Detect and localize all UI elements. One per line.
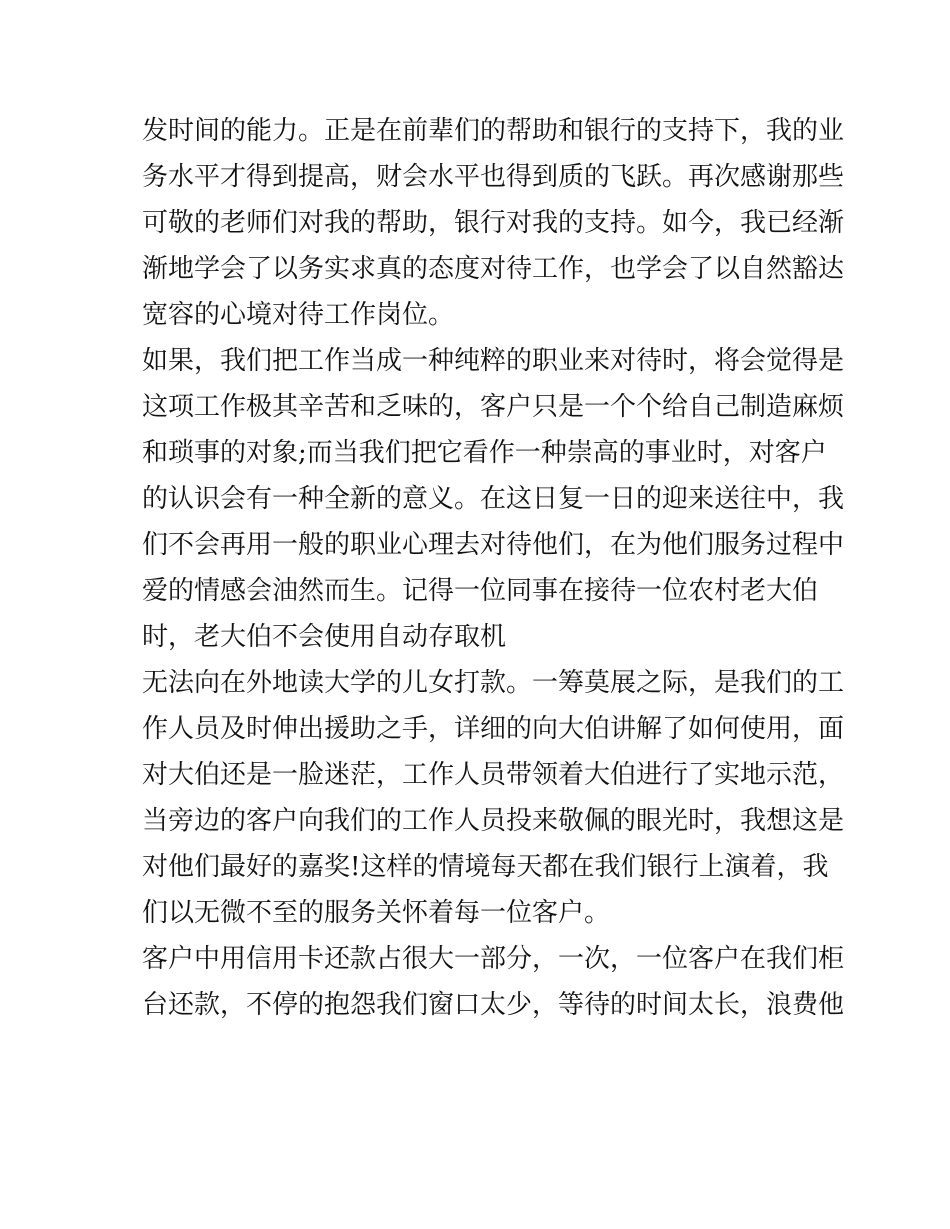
text-line: 客户中用信用卡还款占很大一部分，一次，一位客户在我们柜 <box>142 944 845 974</box>
text-line: 如果，我们把工作当成一种纯粹的职业来对待时，将会觉得是 <box>142 346 845 376</box>
paragraph-1 <box>142 108 845 338</box>
text-line: 无法向在外地读大学的儿女打款。一筹莫展之际，是我们的工 <box>142 668 845 698</box>
document-body <box>142 108 845 1028</box>
text-line: 这项工作极其辛苦和乏味的，客户只是一个个给自己制造麻烦 <box>142 392 845 422</box>
text-line: 渐地学会了以务实求真的态度对待工作，也学会了以自然豁达 <box>142 254 845 284</box>
text-line: 宽容的心境对待工作岗位。 <box>142 300 455 330</box>
text-line: 们不会再用一般的职业心理去对待他们，在为他们服务过程中 <box>142 530 845 560</box>
text-line: 对他们最好的嘉奖!这样的情境每天都在我们银行上演着，我 <box>142 852 829 882</box>
text-line: 们以无微不至的服务关怀着每一位客户。 <box>142 898 611 928</box>
text-line: 台还款，不停的抱怨我们窗口太少，等待的时间太长，浪费他 <box>142 990 845 1020</box>
text-line: 可敬的老师们对我的帮助，银行对我的支持。如今，我已经渐 <box>142 208 845 238</box>
text-line: 务水平才得到提高，财会水平也得到质的飞跃。再次感谢那些 <box>142 162 845 192</box>
text-line: 的认识会有一种全新的意义。在这日复一日的迎来送往中，我 <box>142 484 845 514</box>
text-line: 发时间的能力。正是在前辈们的帮助和银行的支持下，我的业 <box>142 116 845 146</box>
text-line: 作人员及时伸出援助之手，详细的向大伯讲解了如何使用，面 <box>142 714 845 744</box>
paragraph-4 <box>142 936 845 1028</box>
paragraph-2 <box>142 338 845 660</box>
text-line: 爱的情感会油然而生。记得一位同事在接待一位农村老大伯 <box>142 576 819 606</box>
text-line: 和琐事的对象;而当我们把它看作一种崇高的事业时，对客户 <box>142 438 827 468</box>
text-line: 当旁边的客户向我们的工作人员投来敬佩的眼光时，我想这是 <box>142 806 845 836</box>
text-line: 对大伯还是一脸迷茫，工作人员带领着大伯进行了实地示范， <box>142 760 845 790</box>
paragraph-3 <box>142 660 845 936</box>
text-line: 时，老大伯不会使用自动存取机 <box>142 622 507 652</box>
